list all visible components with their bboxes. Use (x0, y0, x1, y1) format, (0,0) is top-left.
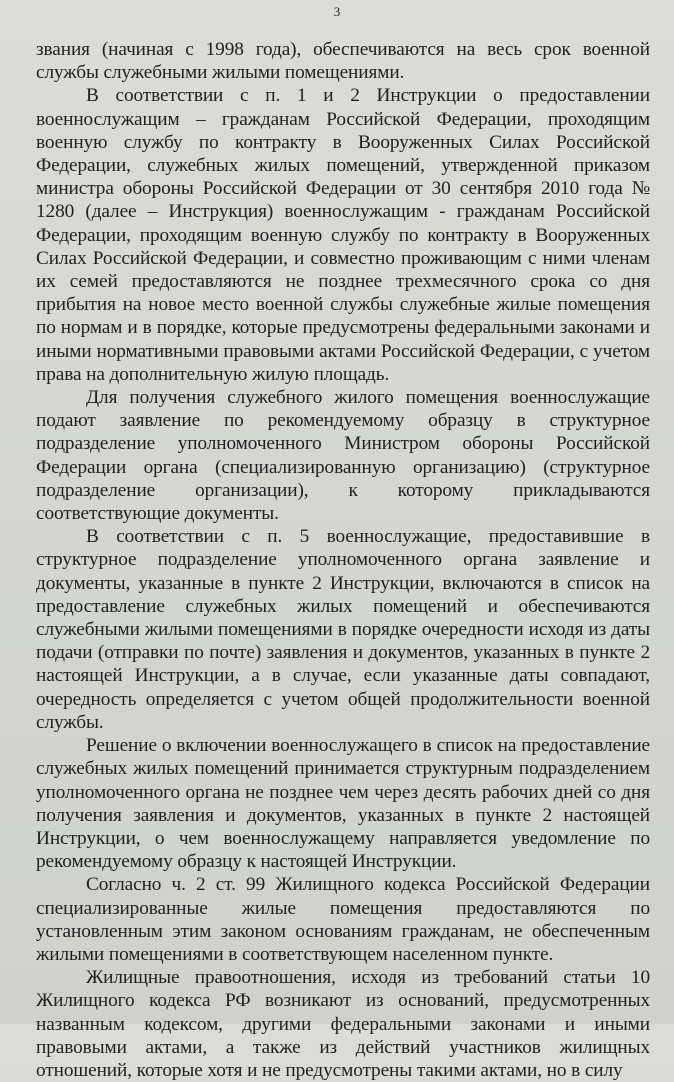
page-number: 3 (333, 4, 341, 19)
paragraph-housing-code-art-99: Согласно ч. 2 ст. 99 Жилищного кодекса Российской Федерации специализированные жилые помещения предоставляются по установленным этим законом основаниям гражданам, не обеспеченным жилыми помещениями в соответствующем населенном пункте. (36, 874, 650, 965)
paragraph-instruction-clause-5: В соответствии с п. 5 военнослужащие, предоставившие в структурное подразделение уполномоченного органа заявление и документы, указанные в пункте 2 Инструкции, включаются в список на предоставление служебных жилых помещений и обеспечиваются служебными жилыми помещениями в порядке очередности исходя из даты подачи (отправки по почте) заявления и документов, указанных в пункте 2 настоящей Инструкции, а в случае, если указанные даты совпадают, очередность определяется с учетом общей продолжительности военной службы. (36, 526, 650, 733)
paragraph-housing-code-art-10: Жилищные правоотношения, исходя из требований статьи 10 Жилищного кодекса РФ возникают из оснований, предусмотренных названным кодексом, другими федеральными законами и иными правовыми актами, а также из действий участников жилищных отношений, которые хотя и не предусмотрены такими актами, но в силу (36, 967, 650, 1081)
paragraph-application-procedure: Для получения служебного жилого помещения военнослужащие подают заявление по рекомендуемому образцу в структурное подразделение уполномоченного Министром обороны Российской Федерации органа (специализированную организацию) (структурное подразделение организации), к которому прикладываются соответствующие документы. (36, 387, 650, 525)
paragraph-inclusion-decision: Решение о включении военнослужащего в список на предоставление служебных жилых помещений принимается структурным подразделением уполномоченного органа не позднее чем через десять рабочих дней со дня получения заявления и документов, указанных в пункте 2 настоящей Инструкции, о чем военнослужащему направляется уведомление по рекомендуемому образцу к настоящей Инструкции. (36, 735, 650, 873)
document-body (36, 38, 650, 1082)
paragraph-instruction-clauses-1-2: В соответствии с п. 1 и 2 Инструкции о предоставлении военнослужащим – гражданам Российской Федерации, проходящим военную службу по контракту в Вооруженных Силах Российской Федерации, служебных жилых помещений, утвержденной приказом министра обороны Российской Федерации от 30 сентября 2010 года № 1280 (далее – Инструкция) военнослужащим - гражданам Российской Федерации, проходящим военную службу по контракту в Вооруженных Силах Российской Федерации, и совместно проживающим с ними членам их семей предоставляются не позднее трехмесячного срока со дня прибытия на новое место военной службы служебные жилые помещения по нормам и в порядке, которые предусмотрены федеральными законами и иными нормативными правовыми актами Российской Федерации, с учетом права на дополнительную жилую площадь. (36, 85, 650, 385)
paragraph-1-continuation: звания (начиная с 1998 года), обеспечиваются на весь срок военной службы служебными жилыми помещениями. (36, 39, 650, 84)
